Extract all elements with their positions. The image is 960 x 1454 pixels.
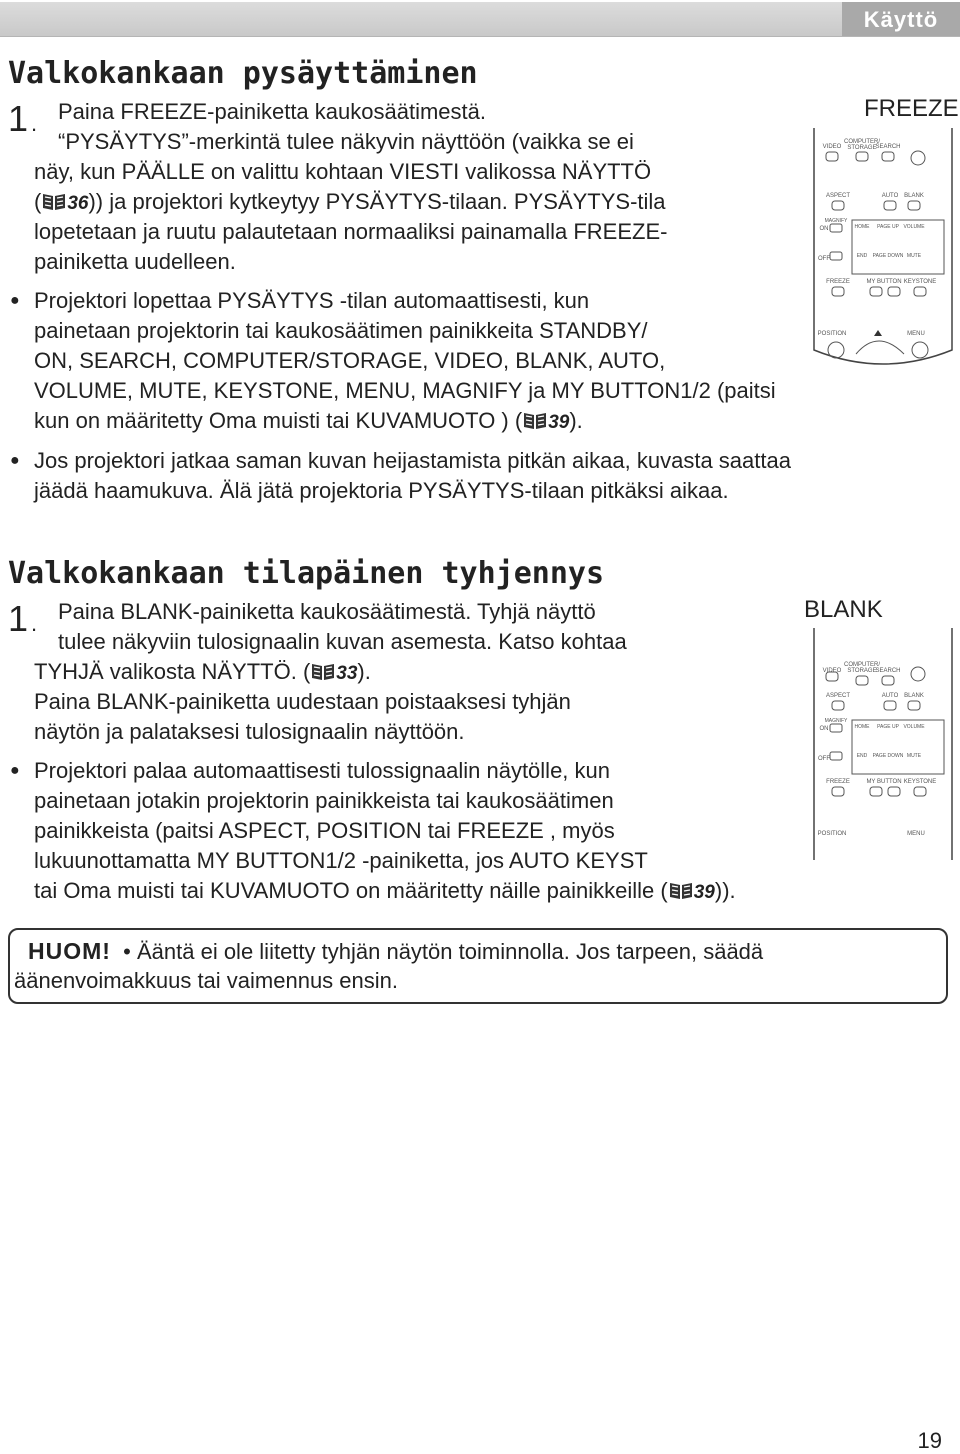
section-title-blank: Valkokankaan tilapäinen tyhjennys (8, 556, 605, 591)
bullet-line: painetaan jotakin projektorin painikkeista tai kaukosäätimen (34, 788, 614, 813)
image-caption-blank: BLANK (804, 596, 883, 623)
bullet-line: Projektori palaa automaattisesti tulossignaalin näytölle, kun (34, 758, 610, 783)
svg-text:MAGNIFY: MAGNIFY (824, 718, 848, 724)
step-line: tulee näkyviin tulosignaalin kuvan asemesta. Katso kohtaa (58, 629, 627, 654)
svg-text:PAGE UP: PAGE UP (877, 724, 899, 730)
page-ref: 39 (693, 882, 715, 903)
bullet-line: VOLUME, MUTE, KEYSTONE, MENU, MAGNIFY ja MY BUTTON1/2 (paitsi (34, 378, 776, 403)
note-line: äänenvoimakkuus tai vaimennus ensin. (14, 968, 399, 993)
svg-text:COMPUTER/: COMPUTER/ (844, 139, 880, 145)
header-bar (0, 2, 960, 37)
svg-text:PAGE DOWN: PAGE DOWN (872, 253, 904, 259)
svg-text:ASPECT: ASPECT (825, 693, 851, 699)
svg-text:VOLUME: VOLUME (903, 724, 925, 730)
svg-text:OFF: OFF (818, 256, 830, 262)
svg-text:BLANK: BLANK (904, 693, 924, 699)
svg-text:SEARCH: SEARCH (875, 144, 901, 150)
bullet-icon: ● (10, 762, 20, 779)
svg-text:POSITION: POSITION (817, 831, 847, 837)
svg-text:SEARCH: SEARCH (875, 668, 901, 674)
page-ref: 33 (336, 663, 358, 684)
bullet-line: ON, SEARCH, COMPUTER/STORAGE, VIDEO, BLANK, AUTO, (34, 348, 666, 373)
svg-text:END: END (856, 753, 868, 759)
step-number: 1 (8, 598, 29, 639)
step-line: “PYSÄYTYS”-merkintä tulee näkyvin näyttöön (vaikka se ei (58, 129, 634, 154)
svg-text:MY BUTTON: MY BUTTON (866, 279, 902, 285)
bullet-icon: ● (10, 452, 20, 469)
svg-text:VIDEO: VIDEO (822, 144, 842, 150)
svg-text:MY BUTTON: MY BUTTON (866, 779, 902, 785)
svg-text:MAGNIFY: MAGNIFY (824, 218, 848, 224)
book-icon (310, 660, 336, 690)
svg-text:AUTO: AUTO (881, 693, 899, 699)
svg-text:ASPECT: ASPECT (825, 193, 851, 199)
svg-text:BLANK: BLANK (904, 193, 924, 199)
bullet-line: lukuunottamatta MY BUTTON1/2 -painiketta, jos AUTO KEYST (34, 848, 648, 873)
svg-text:VIDEO: VIDEO (822, 668, 842, 674)
book-icon (668, 879, 694, 909)
remote-control-freeze-image (808, 128, 958, 375)
svg-text:MENU: MENU (907, 331, 925, 337)
book-icon (522, 409, 548, 439)
svg-text:MENU: MENU (907, 831, 925, 837)
svg-text:OFF: OFF (818, 756, 830, 762)
svg-text:KEYSTONE: KEYSTONE (903, 279, 937, 285)
svg-text:MUTE: MUTE (906, 753, 922, 759)
svg-text:PAGE DOWN: PAGE DOWN (872, 753, 904, 759)
svg-text:STORAGE: STORAGE (847, 668, 877, 674)
note-box (8, 928, 948, 1004)
svg-text:ON: ON (819, 226, 829, 232)
page-number: 19 (917, 1428, 942, 1453)
step-line: Paina BLANK-painiketta uudestaan poistaaksesi tyhjän (34, 689, 571, 714)
step-line-with-ref: TYHJÄ valikosta NÄYTTÖ. ( 33). (34, 657, 371, 690)
step-line-with-ref: ( 36)) ja projektori kytkeytyy PYSÄYTYS-tilaan. PYSÄYTYS-tila (34, 187, 666, 220)
remote-control-blank-image (808, 628, 958, 865)
section-title-freeze: Valkokankaan pysäyttäminen (8, 56, 478, 91)
step-line: painiketta uudelleen. (34, 249, 236, 274)
svg-text:POSITION: POSITION (817, 331, 847, 337)
step-dot: . (31, 611, 38, 636)
step-dot: . (31, 111, 38, 136)
svg-text:COMPUTER/: COMPUTER/ (844, 662, 880, 668)
svg-text:HOME: HOME (854, 224, 870, 230)
svg-text:END: END (856, 253, 868, 259)
bullet-line-with-ref: tai Oma muisti tai KUVAMUOTO on määritetty näille painikkeille ( 39)). (34, 876, 736, 909)
step-line: Paina FREEZE-painiketta kaukosäätimestä. (58, 99, 486, 124)
bullet-line: jäädä haamukuva. Älä jätä projektoria PYSÄYTYS-tilaan pitkäksi aikaa. (34, 478, 729, 503)
note-label: HUOM! (28, 938, 111, 964)
svg-text:FREEZE: FREEZE (826, 279, 850, 285)
step-line: näytön ja palataksesi tulosignaalin näyttöön. (34, 719, 465, 744)
svg-text:KEYSTONE: KEYSTONE (903, 779, 937, 785)
bullet-icon: ● (10, 292, 20, 309)
step-number: 1 (8, 98, 29, 139)
svg-text:HOME: HOME (854, 724, 870, 730)
svg-text:FREEZE: FREEZE (826, 779, 850, 785)
svg-text:VOLUME: VOLUME (903, 224, 925, 230)
bullet-line: Projektori lopettaa PYSÄYTYS -tilan automaattisesti, kun (34, 288, 590, 313)
page-ref: 36 (67, 193, 89, 214)
bullet-line: Jos projektori jatkaa saman kuvan heijastamista pitkän aikaa, kuvasta saattaa (34, 448, 791, 473)
book-icon (41, 190, 67, 220)
svg-text:ON: ON (819, 726, 829, 732)
svg-text:STORAGE: STORAGE (847, 145, 877, 151)
section-tab: Käyttö (842, 2, 960, 36)
svg-text:PAGE UP: PAGE UP (877, 224, 899, 230)
bullet-line: painikkeista (paitsi ASPECT, POSITION tai FREEZE , myös (34, 818, 615, 843)
step-line: näy, kun PÄÄLLE on valittu kohtaan VIESTI valikossa NÄYTTÖ (34, 159, 652, 184)
page-ref: 39 (548, 412, 570, 433)
bullet-line-with-ref: kun on määritetty Oma muisti tai KUVAMUOTO ) ( 39). (34, 406, 583, 439)
note-line: HUOM! • Ääntä ei ole liitetty tyhjän näytön toiminnolla. Jos tarpeen, säädä (28, 938, 764, 964)
step-line: lopetetaan ja ruutu palautetaan normaaliksi painamalla FREEZE- (34, 219, 668, 244)
image-caption-freeze: FREEZE (864, 95, 959, 122)
svg-text:MUTE: MUTE (906, 253, 922, 259)
svg-text:AUTO: AUTO (881, 193, 899, 199)
step-line: Paina BLANK-painiketta kaukosäätimestä. Tyhjä näyttö (58, 599, 596, 624)
bullet-line: painetaan projektorin tai kaukosäätimen painikkeita STANDBY/ (34, 318, 648, 343)
